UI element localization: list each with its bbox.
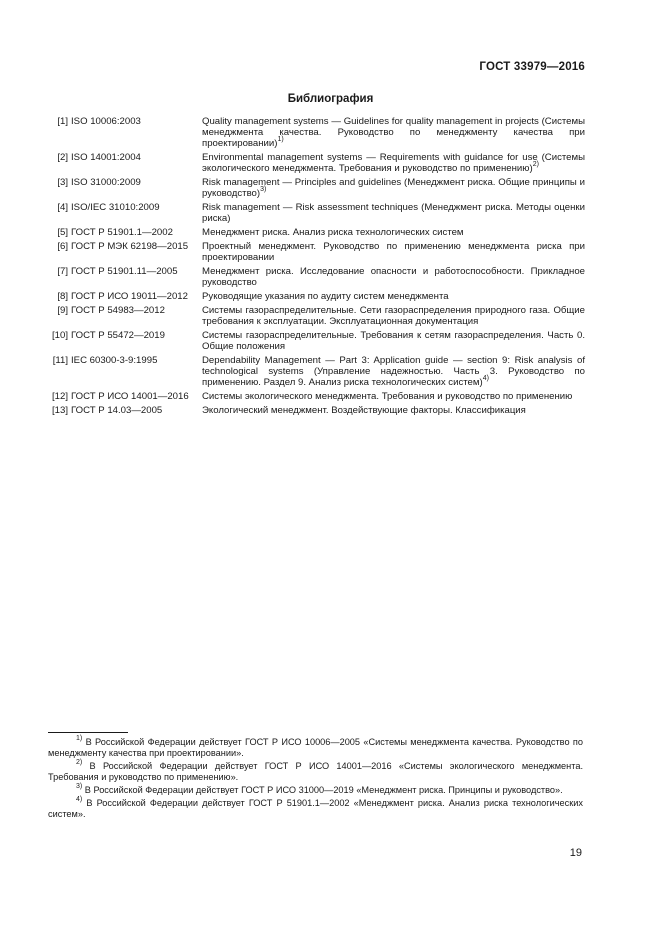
footnote-text: В Российской Федерации действует ГОСТ Р 51901.1—2002 «Менеджмент риска. Анализ риска технологических систем». [48, 797, 583, 819]
entry-description [202, 116, 585, 150]
bibliography-entry [44, 330, 585, 352]
entry-description [202, 152, 585, 174]
entry-reference: ISO/IEC 31010:2009 [71, 202, 160, 214]
entry-reference: ГОСТ Р 14.03—2005 [71, 404, 163, 416]
bibliography-entry [44, 266, 585, 288]
entry-reference: ISO 10006:2003 [71, 116, 141, 127]
entry-text: Экологический менеджмент. Воздействующие факторы. Классификация [202, 404, 526, 416]
bibliography-entry [44, 152, 585, 174]
entry-reference: ISO 14001:2004 [71, 152, 141, 164]
entry-reference: ГОСТ Р 55472—2019 [71, 329, 165, 341]
entry-description [202, 405, 585, 416]
entry-number: [5] [57, 227, 68, 239]
footnote-text: В Российской Федерации действует ГОСТ Р ИСО 31000—2019 «Менеджмент риска. Принципы и руководство». [84, 785, 563, 795]
entry-description [202, 241, 585, 263]
entry-number: [3] [57, 177, 68, 189]
entry-text: Environmental management systems — Requirements with guidance for use (Системы экологического менеджмента. Требования и руководство по применению) [202, 152, 585, 175]
entry-number: [1] [57, 116, 68, 127]
entry-number: [2] [57, 152, 68, 164]
entry-description [202, 291, 585, 302]
entry-description [202, 391, 585, 402]
entry-number: [6] [57, 241, 68, 252]
entry-number: [7] [57, 266, 68, 277]
entry-text: Системы газораспределительные. Требования к сетям газораспределения. Часть 0. Общие положения [202, 329, 585, 352]
footnote [48, 734, 583, 760]
entry-text: Системы газораспределительные. Сети газораспределения природного газа. Общие требования к эксплуатации. Эксплуатационная документация [202, 304, 585, 327]
entry-text: Проектный менеджмент. Руководство по применению менеджмента риска при проектировании [202, 241, 585, 264]
entry-reference: ГОСТ Р ИСО 14001—2016 [71, 391, 189, 402]
footnote [48, 782, 583, 796]
footnote-text: В Российской Федерации действует ГОСТ Р ИСО 10006—2005 «Системы менеджмента качества. Руководство по менеджменту качества при проектировании». [48, 737, 583, 759]
entry-text: Руководящие указания по аудиту систем менеджмента [202, 291, 449, 302]
entry-text: Менеджмент риска. Исследование опасности и работоспособности. Прикладное руководство [202, 266, 585, 289]
footnote-mark: 1) [277, 136, 284, 144]
bibliography-entry [44, 355, 585, 389]
entry-description [202, 202, 585, 224]
bibliography-entry [44, 241, 585, 263]
bibliography-entry [44, 405, 585, 416]
entry-description [202, 305, 585, 327]
entry-text: Risk management — Risk assessment techniques (Менеджмент риска. Методы оценки риска) [202, 202, 585, 225]
entry-text: Менеджмент риска. Анализ риска технологических систем [202, 227, 464, 239]
entry-number: [8] [57, 291, 68, 302]
footnote-number: 2) [76, 758, 83, 766]
section-title: Библиография [287, 93, 374, 105]
bibliography-entry [44, 202, 585, 224]
entry-number: [4] [57, 202, 68, 214]
bibliography-entry [44, 291, 585, 302]
entry-reference: ISO 31000:2009 [71, 177, 141, 189]
footnote-number: 4) [76, 795, 83, 803]
entry-description [202, 330, 585, 352]
entry-reference: ГОСТ Р ИСО 19011—2012 [71, 291, 188, 302]
footnotes [48, 734, 583, 822]
footnote [48, 795, 583, 821]
entry-description [202, 355, 585, 389]
bibliography-entry [44, 116, 585, 150]
footnote-text: В Российской Федерации действует ГОСТ Р ИСО 14001—2016 «Системы экологического менеджмента. Требования и руководство по применению». [48, 761, 583, 783]
footnote-divider [48, 732, 128, 733]
bibliography-entry [44, 305, 585, 327]
entry-text: Risk management — Principles and guidelines (Менеджмент риска. Общие принципы и руководство) [202, 177, 585, 200]
entry-text: Dependability Management — Part 3: Application guide — section 9: Risk analysis of technological systems (Управление надежностью. Часть 3. Руководство по применению. Раздел 9. Анализ риска технологических систем) [202, 354, 585, 389]
footnote [48, 758, 583, 784]
entry-text: Quality management systems — Guidelines for quality management in projects (Системы менеджмента качества. Руководство по менеджменту качества при проектировании) [202, 116, 585, 150]
bibliography-entry [44, 227, 585, 238]
entry-reference: IEC 60300-3-9:1995 [71, 354, 158, 366]
footnote-mark: 3) [260, 186, 267, 194]
page-number: 19 [569, 847, 582, 859]
bibliography-list [44, 116, 585, 419]
entry-number: [9] [57, 304, 68, 316]
entry-number: [13] [51, 404, 68, 416]
entry-number: [10] [51, 329, 68, 341]
footnote-mark: 4) [482, 375, 489, 383]
footnote-number: 1) [76, 734, 83, 742]
bibliography-entry [44, 177, 585, 199]
entry-reference: ГОСТ Р 51901.1—2002 [71, 227, 173, 239]
entry-number: [11] [52, 354, 68, 366]
entry-text: Системы экологического менеджмента. Требования и руководство по применению [202, 391, 573, 402]
footnote-number: 3) [76, 782, 83, 790]
entry-description [202, 227, 585, 238]
entry-reference: ГОСТ Р 54983—2012 [71, 304, 165, 316]
entry-description [202, 177, 585, 199]
entry-number: [12] [51, 391, 68, 402]
entry-reference: ГОСТ Р МЭК 62198—2015 [71, 241, 189, 252]
bibliography-entry [44, 391, 585, 402]
entry-description [202, 266, 585, 288]
entry-reference: ГОСТ Р 51901.11—2005 [71, 266, 178, 277]
footnote-mark: 2) [532, 161, 539, 169]
standard-header: ГОСТ 33979—2016 [479, 61, 585, 73]
